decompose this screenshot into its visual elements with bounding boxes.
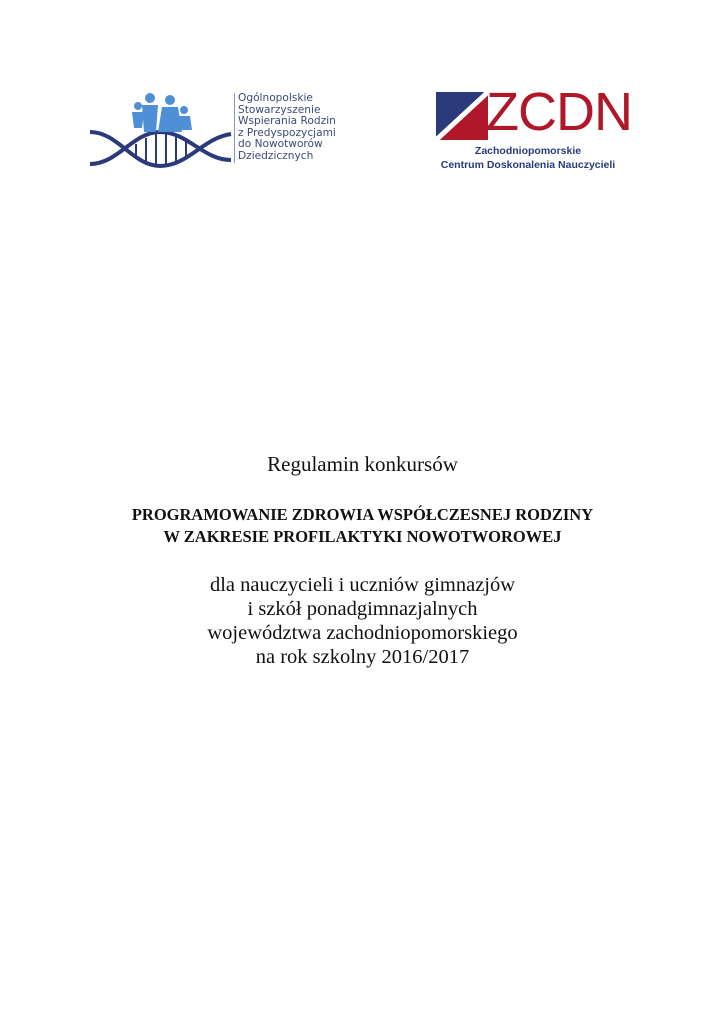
association-name-line: do Nowotworów: [238, 138, 323, 151]
program-name-line: W ZAKRESIE PROFILAKTYKI NOWOTWOROWEJ: [163, 527, 562, 546]
association-name: [234, 93, 336, 163]
document-title: Regulamin konkursów: [267, 452, 458, 476]
audience-line: i szkół ponadgimnazjalnych: [247, 598, 478, 620]
association-name-line: Dziedzicznych: [238, 149, 314, 162]
association-logo: [88, 88, 378, 172]
program-name-line: PROGRAMOWANIE ZDROWIA WSPÓŁCZESNEJ RODZINY: [131, 505, 594, 524]
audience-line: dla nauczycieli i uczniów gimnazjów: [209, 574, 516, 596]
zcdn-subtitle: [436, 144, 620, 172]
zcdn-triangle-icon: [436, 92, 488, 140]
audience-description: [0, 573, 725, 669]
family-dna-icon: [88, 88, 233, 172]
zcdn-subtitle-line: Zachodniopomorskie: [474, 145, 582, 157]
program-name: [0, 504, 725, 548]
audience-line: województwa zachodniopomorskiego: [207, 622, 518, 644]
zcdn-subtitle-line: Centrum Doskonalenia Nauczycieli: [440, 159, 616, 171]
zcdn-wordmark: ZCDN: [486, 82, 632, 142]
association-name-line: Stowarzyszenie: [238, 103, 321, 116]
zcdn-logo: [436, 82, 636, 180]
association-name-line: Ogólnopolskie: [238, 92, 313, 104]
audience-line: na rok szkolny 2016/2017: [255, 646, 470, 668]
association-name-line: z Predyspozycjami: [238, 126, 336, 139]
association-name-line: Wspierania Rodzin: [238, 115, 336, 128]
